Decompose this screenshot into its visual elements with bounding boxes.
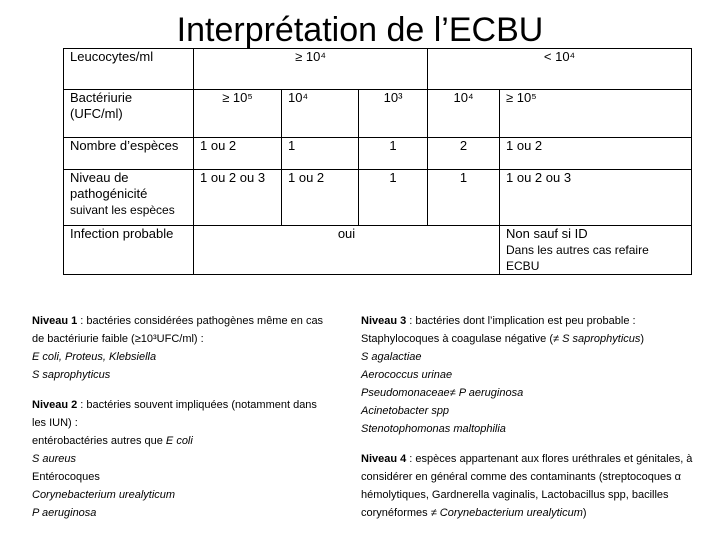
level-2-item — [32, 432, 332, 450]
level-2-item: Corynebacterium urealyticum — [32, 489, 176, 501]
levels-right-column — [361, 312, 716, 534]
level-3-item: Acinetobacter spp — [361, 405, 450, 417]
table-cell: 1 ou 2 — [500, 138, 692, 170]
table-row-leucocytes — [64, 49, 692, 90]
level-3-block — [361, 312, 716, 438]
level-2-item: P aeruginosa — [32, 507, 97, 519]
level-4-text: : espèces appartenant aux flores uréthrales et génitales, à considérer en général comme des contaminants (streptocoques α hémolytiques, Gardnerella vaginalis, Lactobacillus spp, bacilles corynéformes ≠ — [361, 453, 693, 519]
level-3-item: S agalactiae — [361, 351, 422, 363]
level-3-title: Niveau 3 — [361, 315, 407, 327]
level-2-heading — [32, 399, 317, 429]
level-4-block — [361, 450, 716, 522]
level-2-item-species: E coli — [165, 435, 193, 447]
level-1-item: E coli, Proteus, Klebsiella — [32, 351, 157, 363]
level-2-text: : bactéries souvent impliquées (notamment dans les IUN) : — [32, 399, 317, 429]
infection-no: Non sauf si ID — [506, 226, 588, 241]
bacteriurie-label: Bactériurie (UFC/ml) — [64, 90, 194, 138]
level-4-species: Corynebacterium urealyticum — [439, 507, 583, 519]
infection-no-cell — [500, 226, 692, 275]
level-2-block — [32, 396, 332, 522]
level-2-item-text: entérobactéries autres que — [32, 435, 166, 447]
table-cell: 1 ou 2 — [282, 170, 359, 226]
level-3-heading — [361, 315, 636, 327]
level-1-heading — [32, 315, 323, 345]
level-3-item: Stenotophomonas maltophilia — [361, 423, 506, 435]
leucocytes-label: Leucocytes/ml — [64, 49, 194, 90]
table-cell: 10⁴ — [282, 90, 359, 138]
level-1-block — [32, 312, 332, 384]
page-title: Interprétation de l’ECBU — [176, 11, 544, 49]
especes-label: Nombre d’espèces — [64, 138, 194, 170]
table-cell: ≥ 10⁵ — [194, 90, 282, 138]
ecbu-table — [63, 48, 692, 275]
pathogenicite-sub: suivant les espèces — [70, 203, 175, 217]
level-2-title: Niveau 2 — [32, 399, 78, 411]
leucocytes-low: < 10⁴ — [428, 49, 692, 90]
table-cell: 1 ou 2 ou 3 — [194, 170, 282, 226]
table-cell: ≥ 10⁵ — [500, 90, 692, 138]
pathogenicite-label-text: Niveau de pathogénicité — [70, 170, 148, 201]
table-cell: 2 — [428, 138, 500, 170]
table-row-bacteriurie — [64, 90, 692, 138]
table-row-especes — [64, 138, 692, 170]
leucocytes-high: ≥ 10⁴ — [194, 49, 428, 90]
level-1-item: S saprophyticus — [32, 369, 111, 381]
table-cell: 10⁴ — [428, 90, 500, 138]
table-cell: 1 ou 2 — [194, 138, 282, 170]
level-3-item: Aerococcus urinae — [361, 369, 453, 381]
table-cell: 1 — [359, 138, 428, 170]
infection-yes: oui — [194, 226, 500, 275]
level-3-item-close: ) — [640, 333, 645, 345]
table-cell: 10³ — [359, 90, 428, 138]
infection-no-sub: Dans les autres cas refaire ECBU — [506, 243, 649, 273]
table-cell: 1 — [359, 170, 428, 226]
infection-label: Infection probable — [64, 226, 194, 275]
level-3-text: : bactéries dont l’implication est peu probable : — [406, 315, 636, 327]
table-cell: 1 — [282, 138, 359, 170]
level-2-item: S aureus — [32, 453, 77, 465]
level-3-item-species: S saprophyticus — [562, 333, 641, 345]
level-2-item: Entérocoques — [32, 471, 100, 483]
level-3-item: Pseudomonaceae≠ P aeruginosa — [361, 387, 524, 399]
table-row-infection — [64, 226, 692, 275]
level-3-item — [361, 330, 716, 348]
table-cell: 1 ou 2 ou 3 — [500, 170, 692, 226]
table-row-pathogenicite — [64, 170, 692, 226]
level-1-title: Niveau 1 — [32, 315, 78, 327]
level-1-text: : bactéries considérées pathogènes même en cas de bactériurie faible (≥10³UFC/ml) : — [32, 315, 324, 345]
level-4-close: ) — [582, 507, 587, 519]
pathogenicite-label — [64, 170, 194, 226]
table-cell: 1 — [428, 170, 500, 226]
level-4-title: Niveau 4 — [361, 453, 407, 465]
levels-left-column — [32, 312, 332, 534]
level-3-item-text: Staphylocoques à coagulase négative (≠ — [361, 333, 563, 345]
